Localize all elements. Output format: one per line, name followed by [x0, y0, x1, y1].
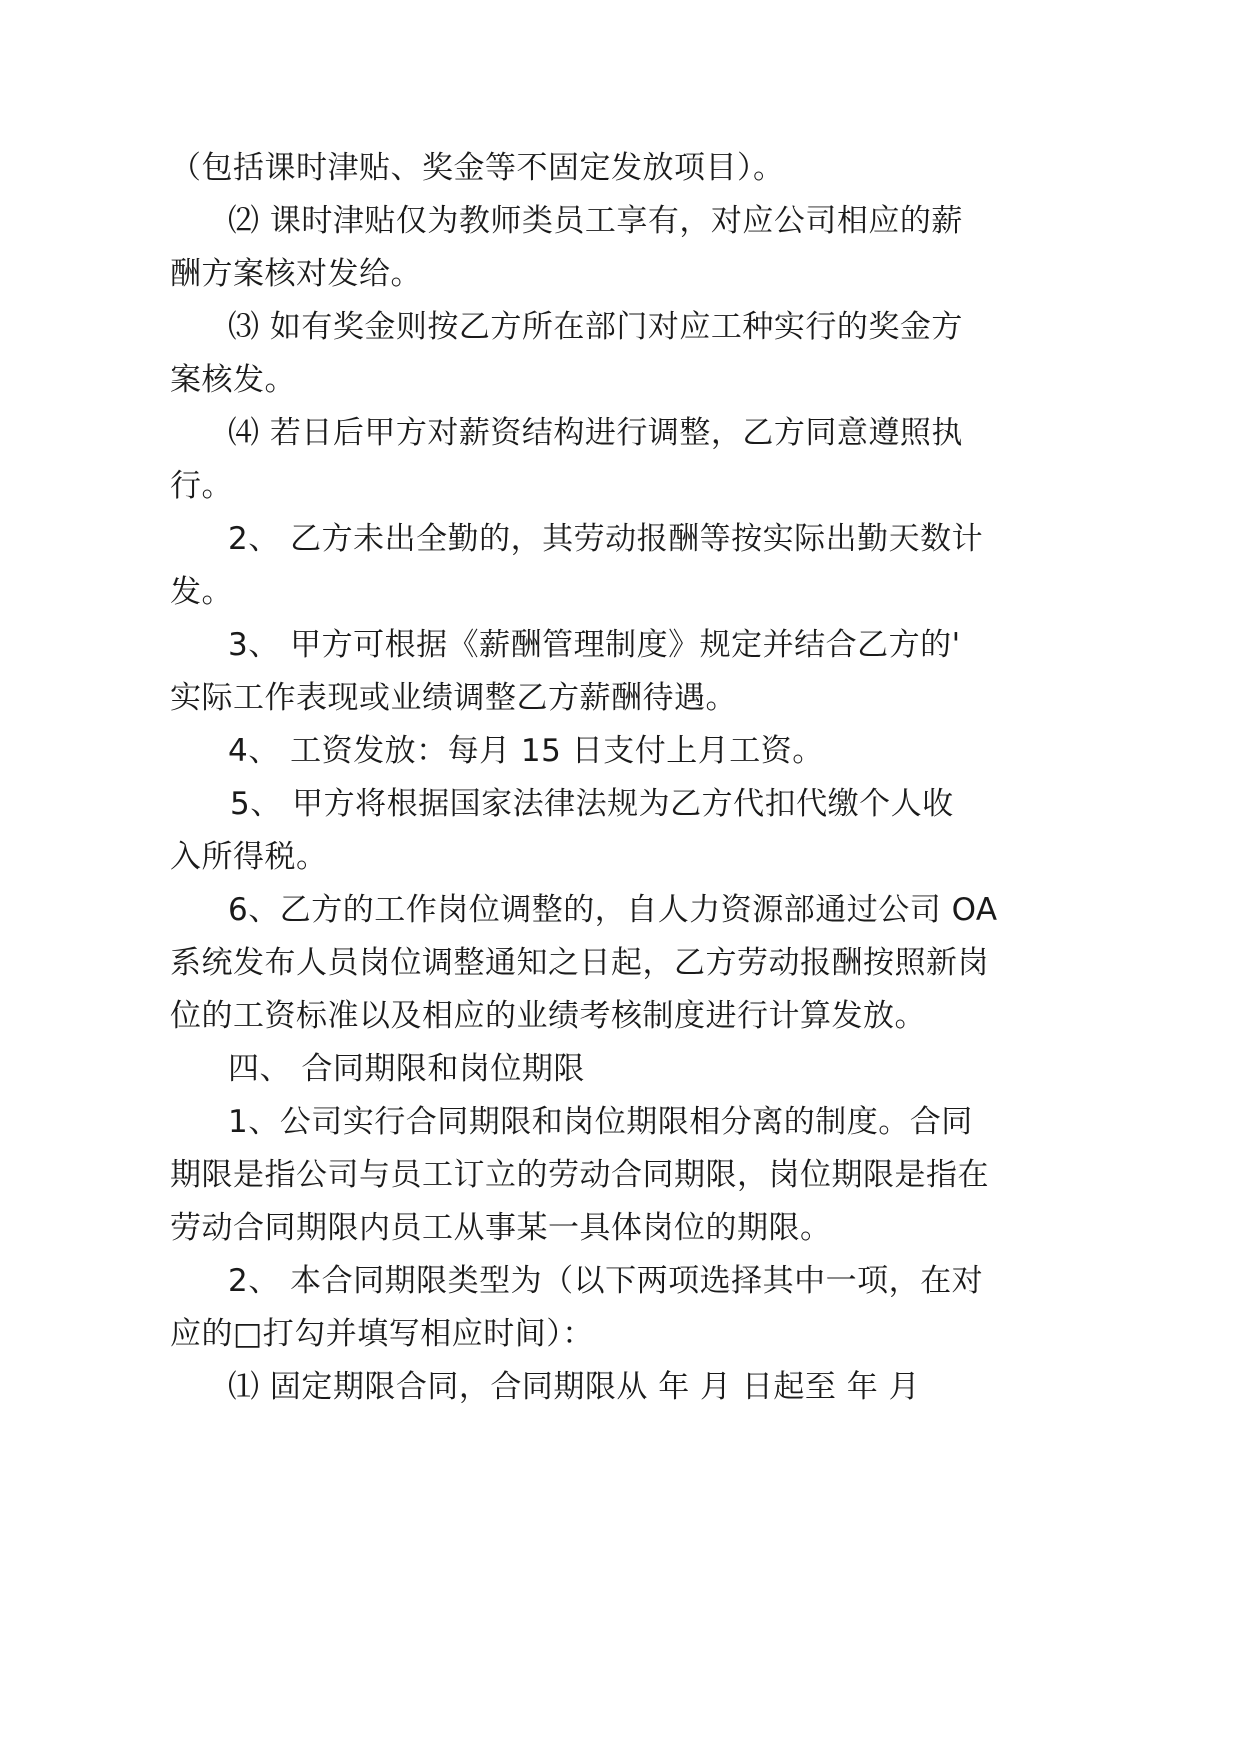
text-line-23: 应的□打勾并填写相应时间）：: [170, 1316, 594, 1352]
text-line-11: 实际工作表现或业绩调整乙方薪酬待遇。: [170, 680, 737, 716]
text-line-9: 发。: [170, 574, 233, 610]
text-line-24: ⑴ 固定期限合同，合同期限从 年 月 日起至 年 月: [228, 1369, 921, 1405]
text-line-10: 3、 甲方可根据《薪酬管理制度》规定并结合乙方的': [228, 627, 961, 663]
text-line-16: 系统发布人员岗位调整通知之日起，乙方劳动报酬按照新岗: [170, 945, 989, 981]
text-line-6: ⑷ 若日后甲方对薪资结构进行调整，乙方同意遵照执: [228, 415, 963, 451]
text-line-17: 位的工资标准以及相应的业绩考核制度进行计算发放。: [170, 998, 926, 1034]
text-line-15: 6、乙方的工作岗位调整的，自人力资源部通过公司 OA: [228, 892, 998, 928]
text-line-5: 案核发。: [170, 362, 296, 398]
text-line-1: （包括课时津贴、奖金等不固定发放项目）。: [170, 150, 785, 186]
text-line-20: 期限是指公司与员工订立的劳动合同期限，岗位期限是指在: [170, 1157, 989, 1193]
text-line-8: 2、 乙方未出全勤的，其劳动报酬等按实际出勤天数计: [228, 521, 984, 557]
text-line-3: 酬方案核对发给。: [170, 256, 422, 292]
text-line-14: 入所得税。: [170, 839, 328, 875]
text-line-21: 劳动合同期限内员工从事某一具体岗位的期限。: [170, 1210, 832, 1246]
text-line-12: 4、 工资发放：每月 15 日支付上月工资。: [228, 733, 824, 769]
text-line-7: 行。: [170, 468, 233, 504]
text-line-13: 5、 甲方将根据国家法律法规为乙方代扣代缴个人收: [230, 786, 954, 822]
text-line-2: ⑵ 课时津贴仅为教师类员工享有，对应公司相应的薪: [228, 203, 963, 239]
section-heading-4: 四、 合同期限和岗位期限: [228, 1051, 585, 1087]
text-line-19: 1、公司实行合同期限和岗位期限相分离的制度。合同: [228, 1104, 973, 1140]
text-line-4: ⑶ 如有奖金则按乙方所在部门对应工种实行的奖金方: [228, 309, 963, 345]
text-line-22: 2、 本合同期限类型为（以下两项选择其中一项，在对: [228, 1263, 984, 1299]
